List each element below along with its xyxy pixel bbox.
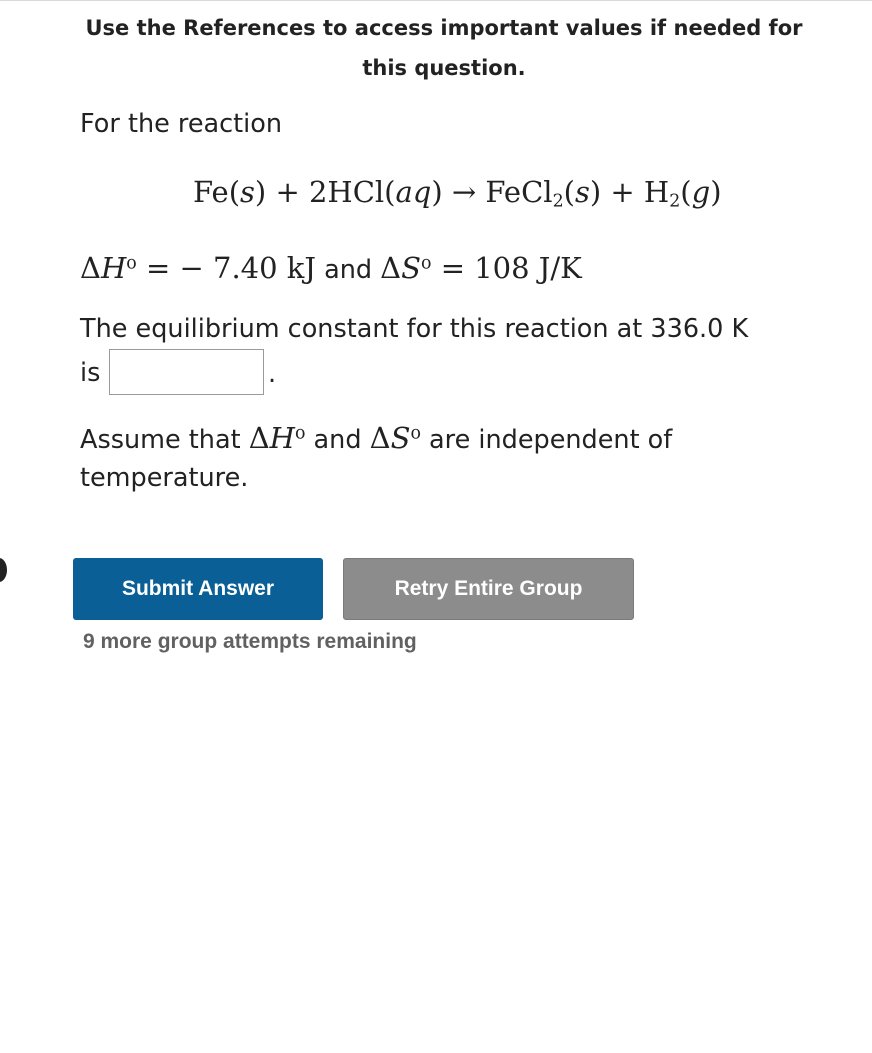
question-line-1: The equilibrium constant for this reaction at 336.0 K <box>80 314 749 344</box>
references-line-1: Use the References to access important values if needed for <box>85 16 803 40</box>
retry-entire-group-button[interactable]: Retry Entire Group <box>343 558 634 620</box>
intro-text: For the reaction <box>80 109 283 139</box>
enthalpy-value: = − 7.40 kJ <box>136 251 316 285</box>
references-note <box>40 8 848 88</box>
assumption-line-1: Assume that $\Delta H^o$ and $\Delta S^o$ are independent of <box>80 421 673 455</box>
top-divider <box>0 0 872 1</box>
thermo-values: $\Delta H^o$ = − 7.40 kJ and $\Delta S^o = 108$ J/K <box>80 251 582 285</box>
equilibrium-constant-input[interactable] <box>109 349 264 395</box>
attempts-remaining: 9 more group attempts remaining <box>83 630 417 653</box>
entropy-value: = 108 J/K <box>431 251 582 285</box>
question-period: . <box>268 359 277 389</box>
reaction-equation: Fe(s) + 2HCl(aq) → FeCl$_2$(s) + $H_2(g)$ <box>193 175 722 212</box>
edge-indicator <box>0 558 7 582</box>
assumption-line-2: temperature. <box>80 463 249 493</box>
question-line-2: is <box>80 358 101 388</box>
submit-answer-button[interactable]: Submit Answer <box>73 558 323 620</box>
references-line-2: this question. <box>362 56 526 80</box>
